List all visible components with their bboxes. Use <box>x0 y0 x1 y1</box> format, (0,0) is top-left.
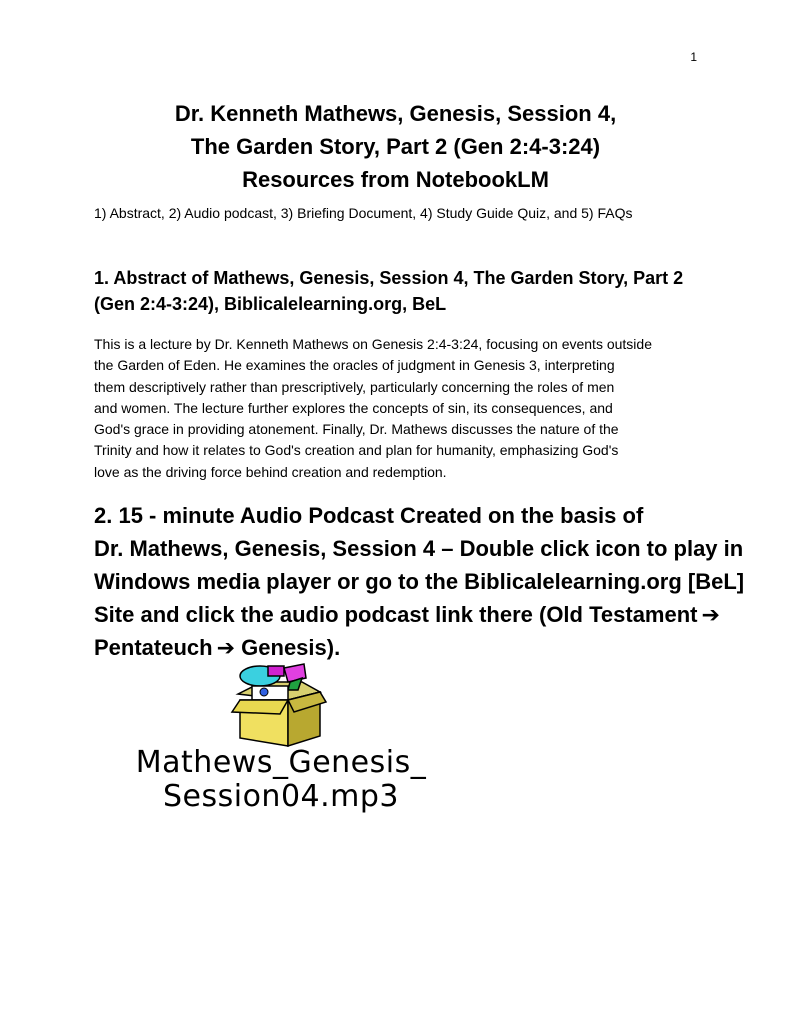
abstract-heading-line-2: (Gen 2:4-3:24), Biblicalelearning.org, BeL <box>94 294 447 314</box>
abstract-heading-line-1: 1. Abstract of Mathews, Genesis, Session 4, The Garden Story, Part 2 <box>94 268 684 288</box>
resources-list: 1) Abstract, 2) Audio podcast, 3) Briefing Document, 4) Study Guide Quiz, and 5) FAQs <box>94 205 633 221</box>
podcast-heading-text: Pentateuch <box>94 635 213 660</box>
podcast-heading-line: Dr. Mathews, Genesis, Session 4 – Double click icon to play in <box>94 536 744 561</box>
abstract-body <box>94 334 714 483</box>
right-arrow-icon: ➔ <box>216 635 236 660</box>
abstract-line: This is a lecture by Dr. Kenneth Mathews on Genesis 2:4-3:24, focusing on events outside <box>94 336 652 352</box>
title-line-1: Dr. Kenneth Mathews, Genesis, Session 4, <box>174 101 617 126</box>
abstract-line: love as the driving force behind creation and redemption. <box>94 463 447 480</box>
podcast-heading-line: 2. 15 - minute Audio Podcast Created on the basis of <box>94 503 644 528</box>
abstract-line: the Garden of Eden. He examines the oracles of judgment in Genesis 3, interpreting <box>94 357 615 374</box>
page-number: 1 <box>690 50 697 64</box>
podcast-heading-line <box>94 598 744 631</box>
abstract-line: Trinity and how it relates to God's creation and plan for humanity, emphasizing God's <box>94 442 619 459</box>
podcast-heading <box>94 499 744 664</box>
file-name-line-2: Session04.mp3 <box>162 779 400 814</box>
podcast-heading-line: Windows media player or go to the Biblicalelearning.org [BeL] <box>94 569 745 594</box>
abstract-heading <box>94 265 683 317</box>
title-line-3: Resources from NotebookLM <box>242 167 549 192</box>
document-title <box>0 97 791 196</box>
abstract-line: them descriptively rather than prescriptively, particularly concerning the roles of men <box>94 378 615 395</box>
right-arrow-icon: ➔ <box>701 602 720 627</box>
audio-file-name[interactable] <box>96 746 466 814</box>
package-icon[interactable] <box>228 660 328 748</box>
abstract-line: God's grace in providing atonement. Finally, Dr. Mathews discusses the nature of the <box>94 421 619 438</box>
podcast-heading-text: Site and click the audio podcast link there (Old Testament <box>94 602 698 627</box>
title-line-2: The Garden Story, Part 2 (Gen 2:4-3:24) <box>190 134 601 159</box>
abstract-line: and women. The lecture further explores the concepts of sin, its consequences, and <box>94 399 613 416</box>
audio-file-attachment[interactable] <box>96 660 466 820</box>
podcast-heading-text: Genesis). <box>241 635 341 660</box>
file-name-line-1: Mathews_Genesis_ <box>135 745 427 780</box>
